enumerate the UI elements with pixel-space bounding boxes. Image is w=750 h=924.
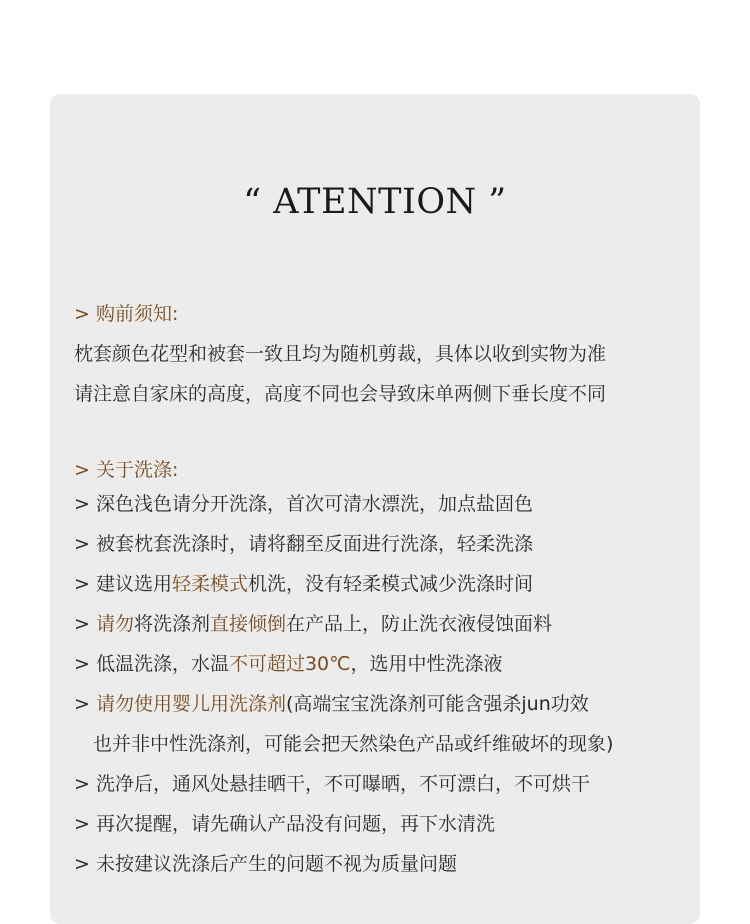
text-segment: > <box>74 613 96 635</box>
purchase-line-1: 枕套颜色花型和被套一致且均为随机剪裁，具体以收到实物为准 <box>74 343 607 365</box>
washing-line-6 <box>74 692 589 716</box>
washing-line-1: > 深色浅色请分开洗涤，首次可清水漂洗，加点盐固色 <box>74 493 533 515</box>
highlight-gentle-mode: 轻柔模式 <box>171 573 248 595</box>
page-title: “ ATENTION ” <box>243 182 507 222</box>
highlight-baby-detergent: 请勿使用婴儿用洗涤剂 <box>95 693 286 715</box>
washing-line-2: > 被套枕套洗涤时，请将翻至反面进行洗涤，轻柔洗涤 <box>74 533 533 555</box>
text-segment: > 低温洗涤，水温 <box>74 653 229 675</box>
text-segment: ，选用中性洗涤液 <box>350 653 503 675</box>
text-segment: 在产品上，防止洗衣液侵蚀面料 <box>286 613 553 635</box>
highlight-temperature: 不可超过30℃ <box>228 653 351 675</box>
washing-line-10: > 未按建议洗涤后产生的问题不视为质量问题 <box>74 853 457 875</box>
washing-line-9: > 再次提醒，请先确认产品没有问题，再下水清洗 <box>74 813 495 835</box>
text-segment: 机洗，没有轻柔模式减少洗涤时间 <box>247 573 533 595</box>
purchase-heading: > 购前须知: <box>74 303 179 325</box>
washing-line-5 <box>74 652 503 676</box>
highlight-do-not: 请勿 <box>95 613 134 635</box>
washing-heading: > 关于洗涤: <box>74 459 179 481</box>
washing-line-7: 也并非中性洗涤剂，可能会把天然染色产品或纤维破坏的现象) <box>93 733 614 755</box>
washing-line-8: > 洗净后，通风处悬挂晒干，不可曝晒，不可漂白，不可烘干 <box>74 773 590 795</box>
purchase-line-2: 请注意自家床的高度，高度不同也会导致床单两侧下垂长度不同 <box>74 383 607 405</box>
washing-line-3 <box>74 572 533 596</box>
text-segment: > <box>74 693 96 715</box>
highlight-pour-directly: 直接倾倒 <box>210 613 287 635</box>
text-segment: 将洗涤剂 <box>133 613 210 635</box>
washing-line-4 <box>74 612 552 636</box>
text-segment: (高端宝宝洗涤剂可能含强杀jun功效 <box>285 693 589 715</box>
text-segment: > 建议选用 <box>74 573 172 595</box>
